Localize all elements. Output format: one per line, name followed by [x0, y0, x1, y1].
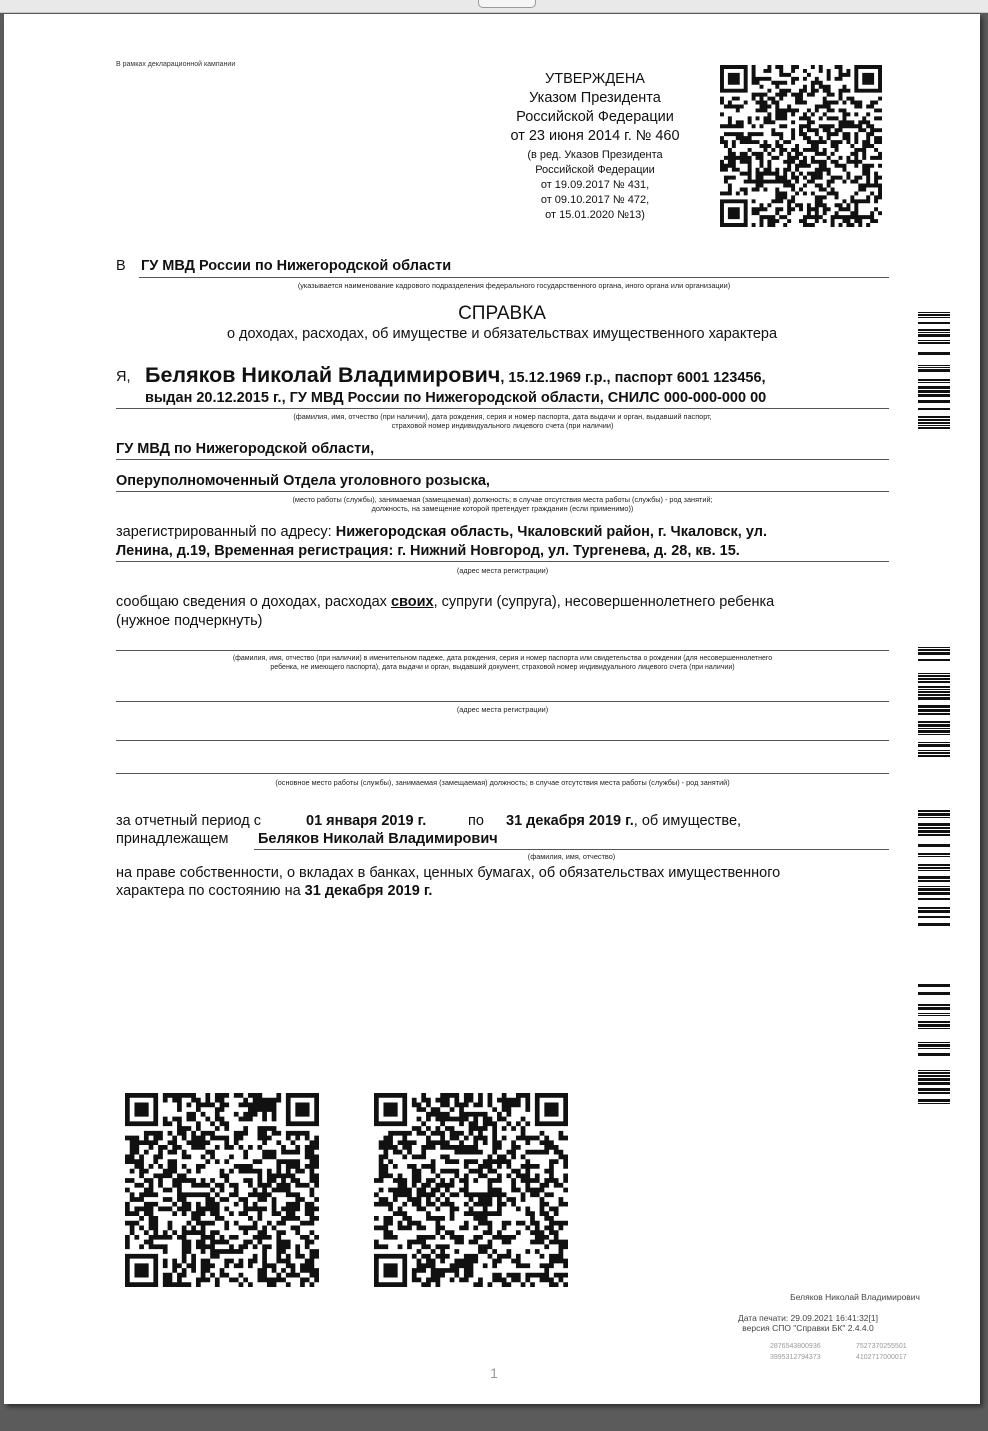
caption-line: (фамилия, имя, отчество (при наличии), дата рождения, серия и номер паспорта, дата выдачи и орган, выдавший паспорт,	[293, 412, 712, 421]
address-line-1	[116, 524, 767, 540]
caption-line: должность, на замещение которой претендует гражданин (если применимо))	[371, 504, 634, 513]
edition-line: (в ред. Указов Президента	[527, 149, 663, 161]
viewer-toolbar	[0, 0, 988, 13]
edition-line: от 09.10.2017 № 472,	[540, 194, 650, 206]
work-position: Оперуполномоченный Отдела уголовного розыска,	[116, 473, 490, 489]
full-name-text: Беляков Николай Владимирович	[145, 363, 501, 387]
edition-line: от 19.09.2017 № 431,	[540, 179, 650, 191]
print-date: Дата печати: 29.09.2021 16:41:32[1]	[737, 1313, 878, 1323]
document-page	[4, 14, 980, 1404]
address-line	[116, 561, 889, 562]
footer-signer: Беляков Николай Владимирович	[790, 1292, 920, 1302]
campaign-note: В рамках декларационной кампании	[116, 61, 236, 68]
approval-title: УТВЕРЖДЕНА	[545, 71, 645, 87]
footer-code: 7527370255501	[856, 1343, 907, 1350]
report-line-2: (нужное подчеркнуть)	[116, 613, 263, 629]
edition-line: от 15.01.2020 №13)	[545, 209, 645, 221]
relative-work-line	[116, 773, 889, 774]
recipient-line	[139, 277, 889, 278]
report-underlined-option: своих	[390, 594, 434, 610]
work-org: ГУ МВД по Нижегородской области,	[116, 441, 375, 457]
relative-caption	[116, 654, 889, 672]
relative-extra-line	[116, 740, 889, 741]
recipient-name: ГУ МВД России по Нижегородской области	[141, 258, 452, 274]
approval-line: от 23 июня 2014 г. № 460	[510, 128, 680, 144]
document-subtitle: о доходах, расходах, об имуществе и обязательствах имущественного характера	[226, 326, 778, 342]
footer-code: 2876543800936	[770, 1343, 821, 1350]
owner-caption: (фамилия, имя, отчество)	[527, 852, 616, 861]
person-caption	[116, 412, 889, 430]
period-tail: , об имуществе,	[633, 813, 742, 829]
barcode-1	[918, 312, 950, 432]
period-to-group	[506, 813, 741, 829]
owner-name: Беляков Николай Владимирович	[258, 831, 498, 847]
work-caption	[116, 495, 889, 513]
period-label-from: за отчетный период с	[116, 813, 262, 829]
person-prefix: Я,	[116, 369, 131, 385]
period-line-4	[116, 883, 432, 899]
footer-print-info	[694, 1313, 922, 1333]
address-caption: (адрес места регистрации)	[456, 566, 549, 575]
qr-code-header	[720, 65, 882, 227]
approval-edition	[490, 148, 700, 223]
barcode-3	[918, 810, 950, 930]
caption-line: (место работы (службы), занимаемая (замещаемая) должность; в случае отсутствия места работы (службы) - род занятий;	[292, 495, 713, 504]
period-text: характера по состоянию на	[116, 883, 305, 899]
owner-line	[254, 849, 889, 850]
caption-line: страховой номер индивидуального лицевого счета (при наличии)	[391, 421, 614, 430]
approval-line: Российской Федерации	[516, 109, 674, 125]
qr-code-footer-left	[125, 1093, 319, 1287]
relative-work-caption: (основное место работы (службы), занимаемая (замещаемая) должность; в случае отсутствия места работы (службы) - род занятий)	[275, 778, 730, 787]
report-line-1	[116, 594, 774, 610]
address-value-2: Ленина, д.19, Временная регистрация: г. Нижний Новгород, ул. Тургенева, д. 28, кв. 15.	[116, 543, 740, 559]
person-line	[116, 408, 889, 409]
recipient-caption: (указывается наименование кадрового подразделения федерального государственного органа, иного органа или организации)	[297, 281, 731, 290]
person-full-name	[145, 363, 766, 388]
relative-address-caption: (адрес места регистрации)	[456, 705, 549, 714]
approval-line: Указом Президента	[529, 90, 661, 106]
person-details-1: , 15.12.1969 г.р., паспорт 6001 123456,	[500, 370, 766, 386]
period-label-to: по	[468, 813, 484, 829]
work-org-line	[116, 459, 889, 460]
qr-code-footer-right	[374, 1093, 568, 1287]
caption-line: (фамилия, имя, отчество (при наличии) в именительном падеже, дата рождения, серия и номер паспорта или свидетельства о рождении (для несовершеннолетнего	[232, 655, 773, 662]
approval-block	[490, 70, 700, 223]
footer-codes-left	[770, 1341, 821, 1363]
footer-code: 3995312794373	[770, 1354, 821, 1361]
report-text: сообщаю сведения о доходах, расходах	[116, 594, 391, 610]
edition-line: Российской Федерации	[535, 164, 655, 176]
page-number: 1	[490, 1365, 498, 1381]
period-to: 31 декабря 2019 г.	[506, 813, 634, 829]
report-text: , супруги (супруга), несовершеннолетнего ребенка	[433, 594, 775, 610]
barcode-4	[918, 984, 950, 1104]
period-line-3: на праве собственности, о вкладах в банках, ценных бумагах, об обязательствах имущественного	[116, 865, 781, 881]
footer-code: 4102717000017	[856, 1354, 907, 1361]
period-date: 31 декабря 2019 г.	[304, 883, 433, 899]
footer-codes-right	[856, 1341, 907, 1363]
work-position-line	[116, 491, 889, 492]
document-title: СПРАВКА	[458, 303, 546, 324]
toolbar-control[interactable]	[478, 0, 536, 8]
owner-label: принадлежащем	[116, 831, 229, 847]
address-label: зарегистрированный по адресу:	[116, 524, 336, 540]
person-details-2: выдан 20.12.2015 г., ГУ МВД России по Нижегородской области, СНИЛС 000-000-000 00	[145, 390, 767, 406]
barcode-2	[918, 637, 950, 757]
caption-line: ребенка, не имеющего паспорта), дата выдачи и орган, выдавший документ, страховой номер индивидуального лицевого счета (при наличии)	[270, 664, 735, 671]
relative-line	[116, 650, 889, 651]
recipient-prefix: В	[116, 258, 126, 274]
period-from: 01 января 2019 г.	[306, 813, 427, 829]
relative-address-line	[116, 701, 889, 702]
software-version: версия СПО "Справки БК" 2.4.4.0	[742, 1323, 874, 1333]
address-value-1: Нижегородская область, Чкаловский район, г. Чкаловск, ул.	[335, 524, 767, 540]
